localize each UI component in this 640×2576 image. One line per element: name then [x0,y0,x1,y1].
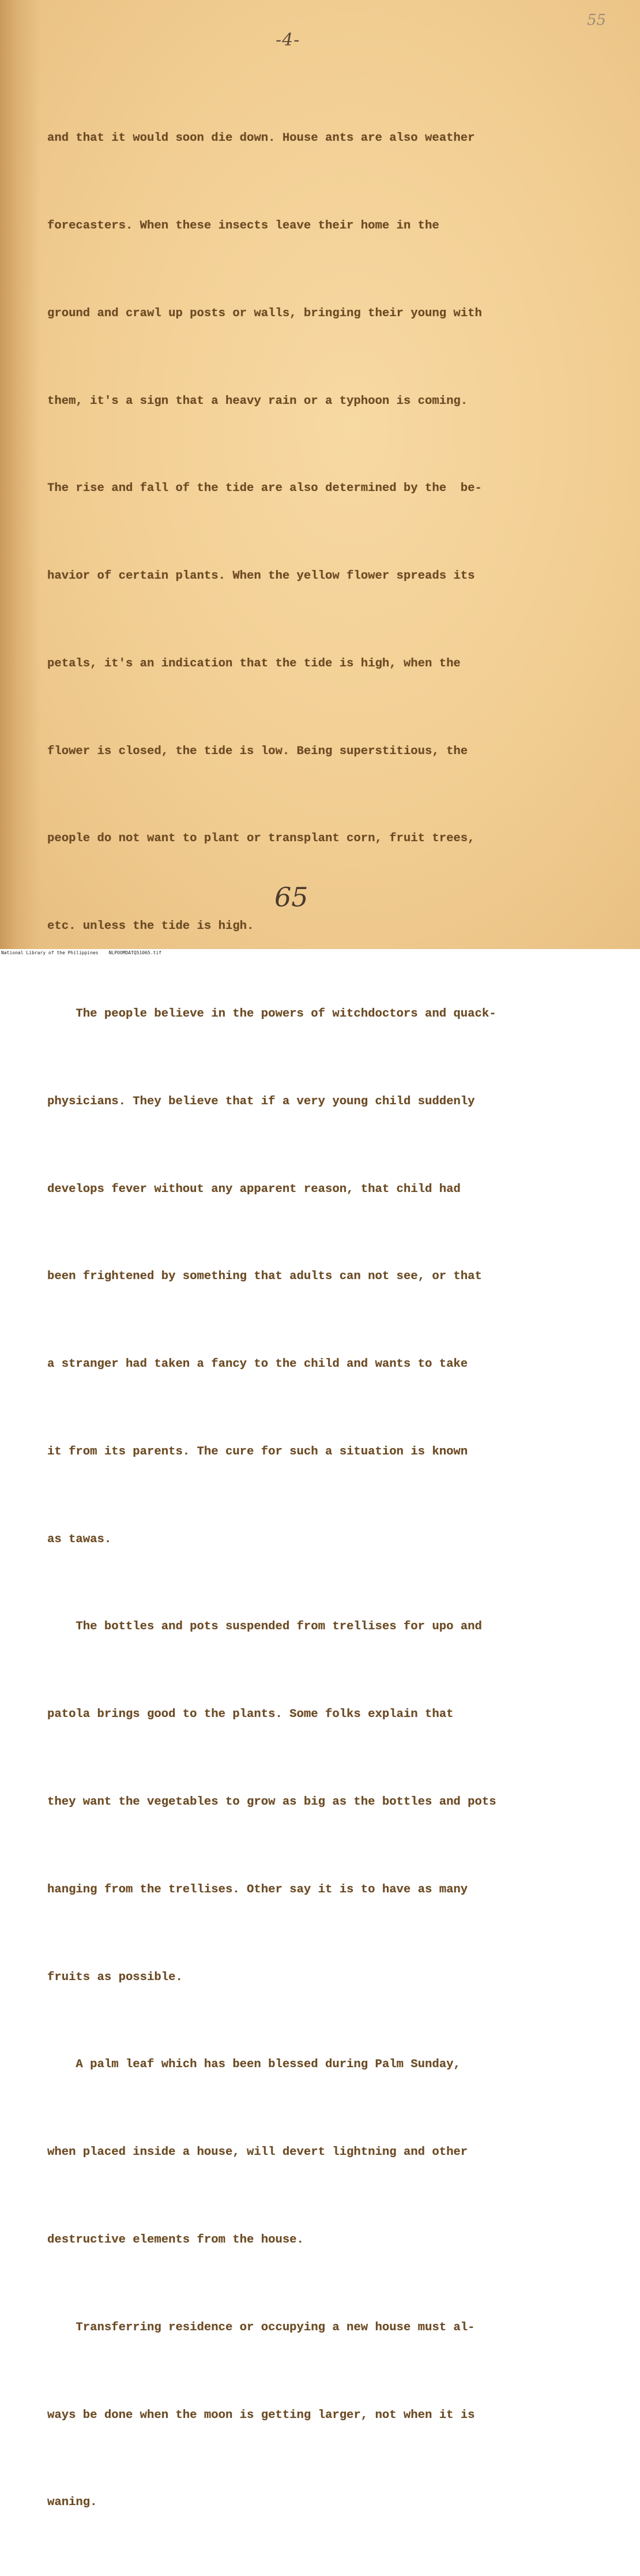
text-line: been frightened by something that adults can not see, or that [47,1270,482,1284]
text-line: fruits as possible. [47,1970,183,1984]
text-line: patola brings good to the plants. Some folks explain that [47,1708,454,1722]
text-line: as tawas. [47,1532,112,1546]
text-line: The rise and fall of the tide are also determined by the be- [47,482,482,496]
page-edge-shadow [0,0,40,949]
text-line: ways be done when the moon is getting larger, not when it is [47,2408,475,2422]
page-number: -4- [276,30,300,50]
text-line: etc. unless the tide is high. [47,920,254,933]
text-line: they want the vegetables to grow as big as the bottles and pots [47,1795,496,1809]
file-id: NLPOOMDATQ51065.tif [108,950,162,955]
text-line: forecasters. When these insects leave their home in the [47,219,439,233]
text-line: flower is closed, the tide is low. Being superstitious, the [47,744,468,758]
text-line: ground and crawl up posts or walls, bringing their young with [47,306,482,320]
text-line: people do not want to plant or transplant corn, fruit trees, [47,832,475,846]
text-line: physicians. They believe that if a very young child suddenly [47,1094,475,1108]
handwritten-number: 65 [274,882,308,913]
folio-number: 55 [587,12,607,29]
text-line: it from its parents. The cure for such a situation is known [47,1445,468,1458]
text-line: when placed inside a house, will devert lightning and other [47,2146,468,2159]
text-line: A palm leaf which has been blessed during Palm Sunday, [47,2058,461,2072]
text-line: petals, it's an indication that the tide is high, when the [47,657,461,670]
text-line: a stranger had taken a fancy to the child and wants to take [47,1358,468,1371]
text-line: Transferring residence or occupying a new house must al- [47,2320,475,2334]
text-line: destructive elements from the house. [47,2233,304,2247]
text-line: and that it would soon die down. House ants are also weather [47,132,475,145]
typed-body [47,66,630,2576]
text-line: waning. [47,2496,97,2510]
text-line: havior of certain plants. When the yellow flower spreads its [47,569,475,583]
library-credit: National Library of the Philippines [1,950,99,955]
text-line: hanging from the trellises. Other say it is to have as many [47,1883,468,1896]
text-line: The people believe in the powers of witchdoctors and quack- [47,1007,496,1021]
text-line: The bottles and pots suspended from trellises for upo and [47,1620,482,1634]
scan-footer [0,949,640,957]
text-line: them, it's a sign that a heavy rain or a typhoon is coming. [47,394,468,408]
text-line: develops fever without any apparent reason, that child had [47,1182,461,1196]
